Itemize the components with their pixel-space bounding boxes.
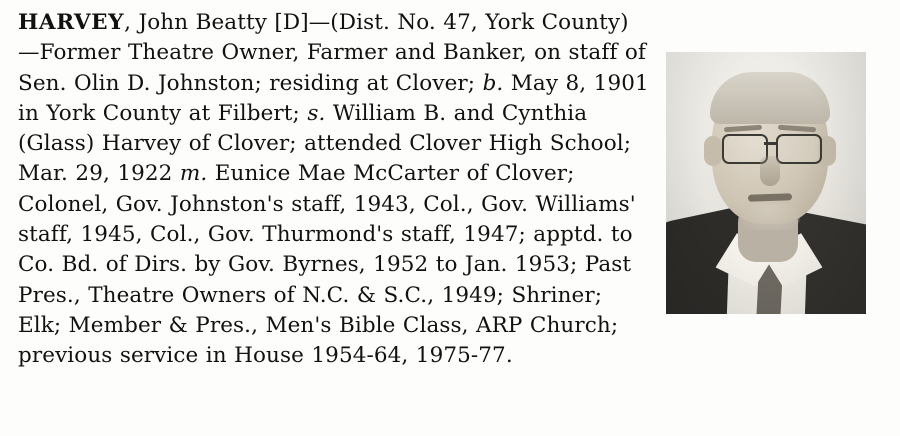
entry-text-run: William B. and Cynthia (Glass) Harvey of Clover; attended Clover High School; Mar. 29, 1922 xyxy=(18,100,632,187)
entry-text-run: May 8, 1901 in York County at Filbert; xyxy=(18,70,649,126)
entry-name: HARVEY xyxy=(18,10,125,35)
entry-text-run: , John Beatty [D]—(Dist. No. 47, York County)—Former Theatre Owner, Farmer and Banker, on staff of Sen. Olin D. Johnston; residing at Clover; xyxy=(18,10,646,96)
portrait-photograph xyxy=(666,52,866,314)
abbreviation-italic: m. xyxy=(179,161,208,187)
photo-vignette xyxy=(666,52,866,314)
abbreviation-italic: s. xyxy=(307,100,326,126)
portrait-figure xyxy=(666,52,884,324)
entry-text-run: Eunice Mae McCarter of Clover; Colonel, Gov. Johnston's staff, 1943, Col., Gov. Williams' staff, 1945, Col., Gov. Thurmond's staff, 1947; apptd. to Co. Bd. of Dirs. by Gov. Byrnes, 1952 to Jan. 1953; Past Pres., Theatre Owners of N.C. & S.C., 1949; Shriner; Elk; Member & Pres., Men's Bible Class, ARP Church; previous service in House 1954-64, 1975-77. xyxy=(18,161,636,369)
biography-entry xyxy=(18,8,884,372)
abbreviation-italic: b. xyxy=(482,70,504,96)
